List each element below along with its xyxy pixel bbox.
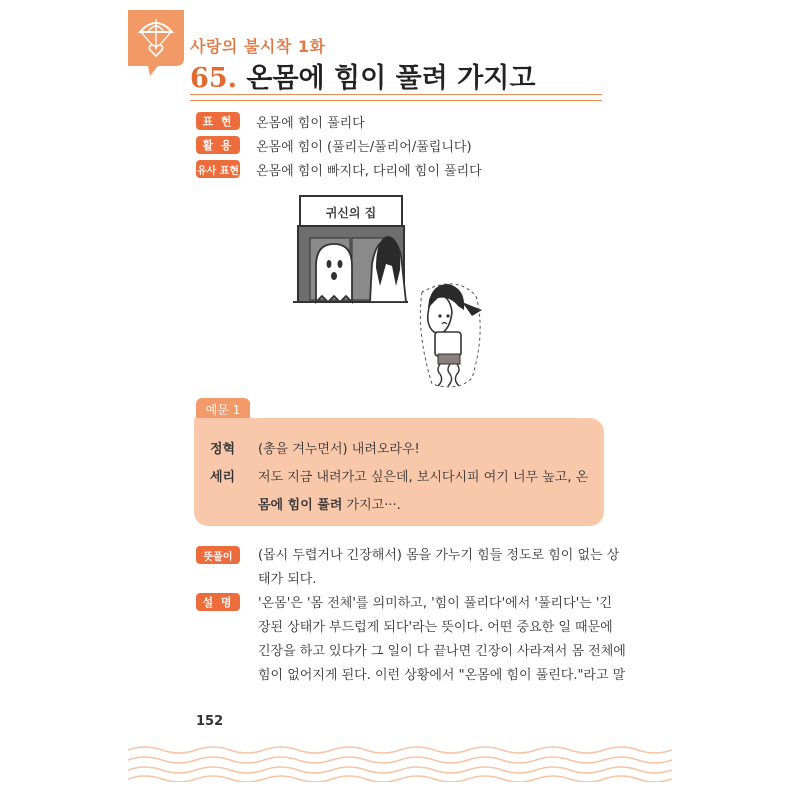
explanation-line: 힘이 없어지게 된다. 이런 상황에서 "온몸에 힘이 풀린다."라고 말	[258, 668, 626, 683]
tag-expression: 표 현	[196, 112, 240, 130]
speaker-seri: 세리	[210, 470, 236, 485]
example-highlight: 몸에 힘이 풀려	[258, 498, 343, 513]
meaning-line: (몹시 두렵거나 긴장해서) 몸을 가누기 힘들 정도로 힘이 없는 상	[258, 548, 620, 563]
tag-similar: 유사 표현	[196, 160, 240, 178]
meaning-line: 태가 되다.	[258, 572, 317, 587]
page-title	[190, 56, 535, 95]
entry-number: 65.	[190, 63, 237, 94]
title-divider	[190, 94, 602, 101]
example-line-2: 저도 지금 내려가고 싶은데, 보시다시피 여기 너무 높고, 온	[258, 470, 589, 485]
usage-text: 온몸에 힘이 (풀리는/풀리어/풀립니다)	[256, 140, 472, 155]
tag-meaning: 뜻풀이	[196, 546, 240, 564]
explanation-line: 긴장을 하고 있다가 그 일이 다 끝나면 긴장이 사라져서 몸 전체에	[258, 644, 626, 659]
similar-text: 온몸에 힘이 빠지다, 다리에 힘이 풀리다	[256, 164, 482, 179]
series-title: 사랑의 불시착 1화	[190, 37, 326, 56]
example-line-1: (총을 겨누면서) 내려오라우!	[258, 442, 420, 457]
parachute-heart-icon	[128, 10, 184, 76]
explanation-line: 장된 상태가 부드럽게 되다'라는 뜻이다. 어떤 중요한 일 때문에	[258, 620, 613, 635]
example-line-3-rest: 가지고···.	[342, 498, 401, 513]
wave-decoration	[128, 742, 672, 782]
expression-text: 온몸에 힘이 풀리다	[256, 116, 365, 131]
tag-usage: 활 용	[196, 136, 240, 154]
explanation-line: '온몸'은 '몸 전체'를 의미하고, '힘이 풀리다'에서 '풀리다'는 '긴	[258, 596, 613, 611]
example-line-3	[258, 494, 401, 513]
page-number: 152	[196, 714, 224, 729]
speaker-jeonghyeok: 정혁	[210, 442, 236, 457]
haunted-house-sign: 귀신의 집	[325, 206, 377, 220]
entry-title: 온몸에 힘이 풀려 가지고	[246, 63, 536, 94]
tag-explanation: 설 명	[196, 593, 240, 611]
haunted-house-illustration	[290, 192, 500, 392]
example-tag: 예문 1	[196, 398, 250, 420]
